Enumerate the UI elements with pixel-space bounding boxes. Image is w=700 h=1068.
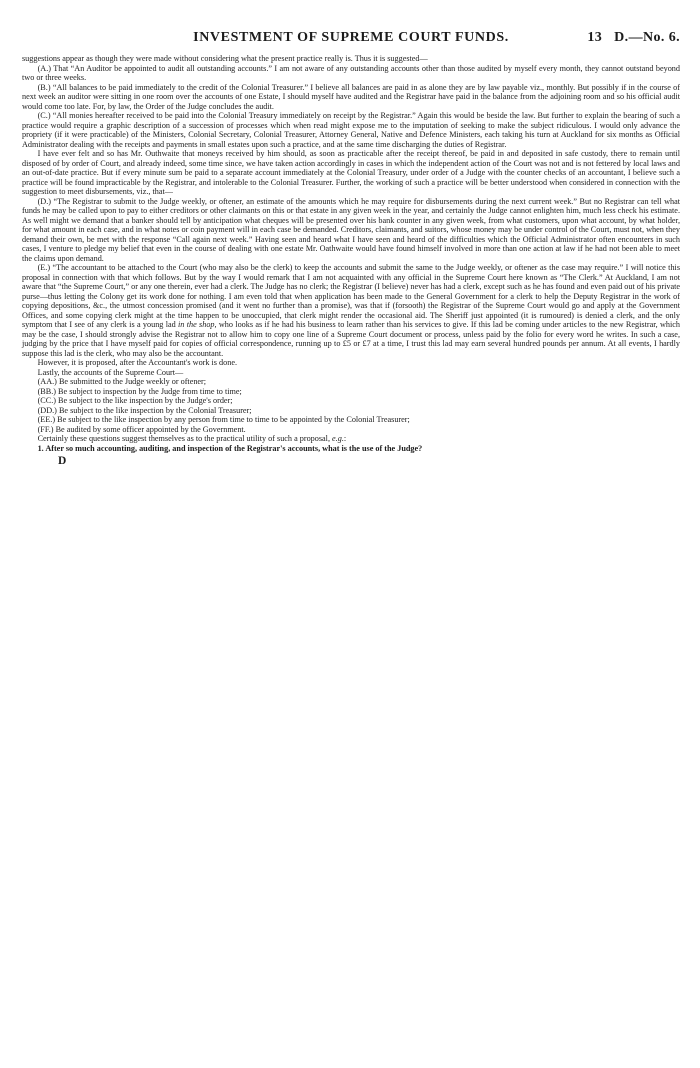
- paragraph-a: (A.) That “An Auditor be appointed to audit all outstanding accounts.” I am not aware of any outstanding accounts other than those audited by myself every month, they cannot outstand beyond two or three weeks.: [22, 63, 680, 82]
- list-item: Certainly these questions suggest themselves as to the practical utility of such a proposal, e.g.:: [37, 434, 347, 443]
- signature-letter: D: [58, 455, 67, 467]
- list-item-aa: (AA.) Be submitted to the Judge weekly or oftener;: [37, 377, 207, 386]
- list-item-ee: (EE.) Be subject to the like inspection by any person from time to time to be appointed by the Colonial Treasurer;: [37, 415, 410, 424]
- list-item-bb: (BB.) Be subject to inspection by the Judge from time to time;: [37, 386, 242, 396]
- running-title: INVESTMENT OF SUPREME COURT FUNDS.: [193, 30, 509, 45]
- italic-phrase: in the shop: [178, 320, 215, 329]
- page-header: [22, 30, 680, 52]
- list-item-dd: (DD.) Be subject to the like inspection by the Colonial Treasurer;: [37, 405, 252, 415]
- list-item: However, it is proposed, after the Accountant's work is done.: [37, 358, 237, 367]
- paragraph-d: (D.) “The Registrar to submit to the Judge weekly, or oftener, an estimate of the amounts which he may require for disbursements during the next current week.” But no Registrar can tell what funds he may be called upon to pay to either creditors or other claimants on this or that estate in any given week in the year, and certainly the Judge cannot enlighten him, much less check his estimate. As well might we demand that a banker should tell by anticipation what cheques will be presented over his bank counter in any given week, from what customers, upon what account, by what holder, for what amount in each case, and in what notes or coin payment will in each case be demanded. Creditors, claimants, and suitors, whose money may be under control of the Court, must not, when they demand their own, be met with the response “Call again next week.” Having seen and heard what I have seen and heard of the difficulties which the Official Administrator often encounters in such cases, I venture to pledge my belief that even in the course of dealing with one estate Mr. Oathwaite would have found himself involved in more than one action at law if he had not been able to meet the claims upon demand.: [22, 196, 680, 263]
- paragraph-b: (B.) “All balances to be paid immediately to the credit of the Colonial Treasurer.” I believe all balances are paid in as alone they are by law payable viz., monthly. But possibly if in the course of next week an auditor were sitting in one room over the accounts of one Estate, I should myself have audited and the Registrar have paid in the balance from the adjoining room and so his official audit would come too late. For, by law, the Order of the Judge concludes the audit.: [22, 82, 680, 111]
- page-number: 13: [587, 30, 603, 45]
- question-1: 1. After so much accounting, auditing, and inspection of the Registrar's accounts, what is the use of the Judge?: [37, 443, 423, 453]
- paragraph: I have ever felt and so has Mr. Outhwaite that moneys received by him should, as soon as practicable after the receipt thereof, be paid in and deposited in safe custody, there to remain until disposed of by order of Court, and already indeed, some time since, we have taken action accordingly in cases in which the independent action of the Court was not and is not fettered by local laws and an out-of-date practice. But if every minute sum be paid to a separate account immediately at the Colonial Treasury, under order of a Judge with the counter checks of an accountant, I believe such a practice will be found impracticable by the Registrar, and intolerable to the Colonial Treasurer. Further, the working of such a practice will be better understood when considered in connection with the suggestion to meet disbursements, viz., that—: [22, 149, 680, 196]
- paragraph-c: (C.) “All monies hereafter received to be paid into the Colonial Treasury immediately on receipt by the Registrar.” Again this would be beside the law. But further to explain the bearing of such a practice would require a graphic description of a succession of processes which when read might expose me to the imputation of seeking to make the subject ridiculous. I would only advance the propriety (if it were practicable) of the Ministers, Colonial Secretary, Colonial Treasurer, Attorney General, Native and Defence Ministers, each taking his turn at Auckland for six months as Official Administrator dealing with the receipts and payments in small estates upon such a practice, and at the same time discharging the duties of Registrar.: [22, 111, 680, 149]
- paragraph-e: (E.) “The accountant to be attached to the Court (who may also be the clerk) to keep the accounts and submit the same to the Judge weekly, or oftener as the case may require.” I will notice this proposal in connection with that which follows. But by the way I would remark that I am not acquainted with any official in the Supreme Court here known as “The Clerk.” At Auckland, I am not aware that “the Supreme Court,” or any one therein, ever had a clerk. The Judge has no clerk; the Registrar (I believe) never has had a clerk, except such as he has found and even paid out of his private purse—thus letting the Colony get its work done for nothing. I am even told that when application has been made to the General Government for a clerk to help the Deputy Registrar in the work of copying depositions, &c., the utmost concession promised (and it went no further than a promise), was that if (forsooth) the Registrar of the Supreme Court would go and apply at the Government Offices, and some copying clerk might at the time happen to be unoccupied, that clerk might render the occasional aid. The Sheriff just appointed (it is rumoured) is denied a clerk, and the only symptom that I see of any clerk is a young lad in the shop, who looks as if he had his business to learn rather than his services to give. If this lad be coming under articles to the new Registrar, which may be the case, I should strongly advise the Registrar not to allow him to copy one line of a Supreme Court document or process, unless paid by the folio for every word he writes. In such a case, judging by the price that I have myself paid for copies of official correspondence, running up to £5 or £7 at a time, I trust this lad may earn several hundred pounds per annum. At all events, I hardly suppose this lad is the clerk, who may also be the accountant.: [22, 263, 681, 358]
- page-reference: [587, 30, 680, 46]
- paragraph: suggestions appear as though they were made without considering what the present practice really is. Thus it is suggested—: [22, 54, 428, 63]
- document-ref: D.—No. 6.: [614, 30, 680, 45]
- document-body: [22, 54, 680, 453]
- list-item-ff: (FF.) Be audited by some officer appointed by the Government.: [37, 424, 246, 434]
- list-item: Lastly, the accounts of the Supreme Court—: [37, 367, 184, 377]
- italic-phrase: e.g.: [332, 434, 344, 443]
- list-item-cc: (CC.) Be subject to the like inspection by the Judge's order;: [37, 396, 233, 405]
